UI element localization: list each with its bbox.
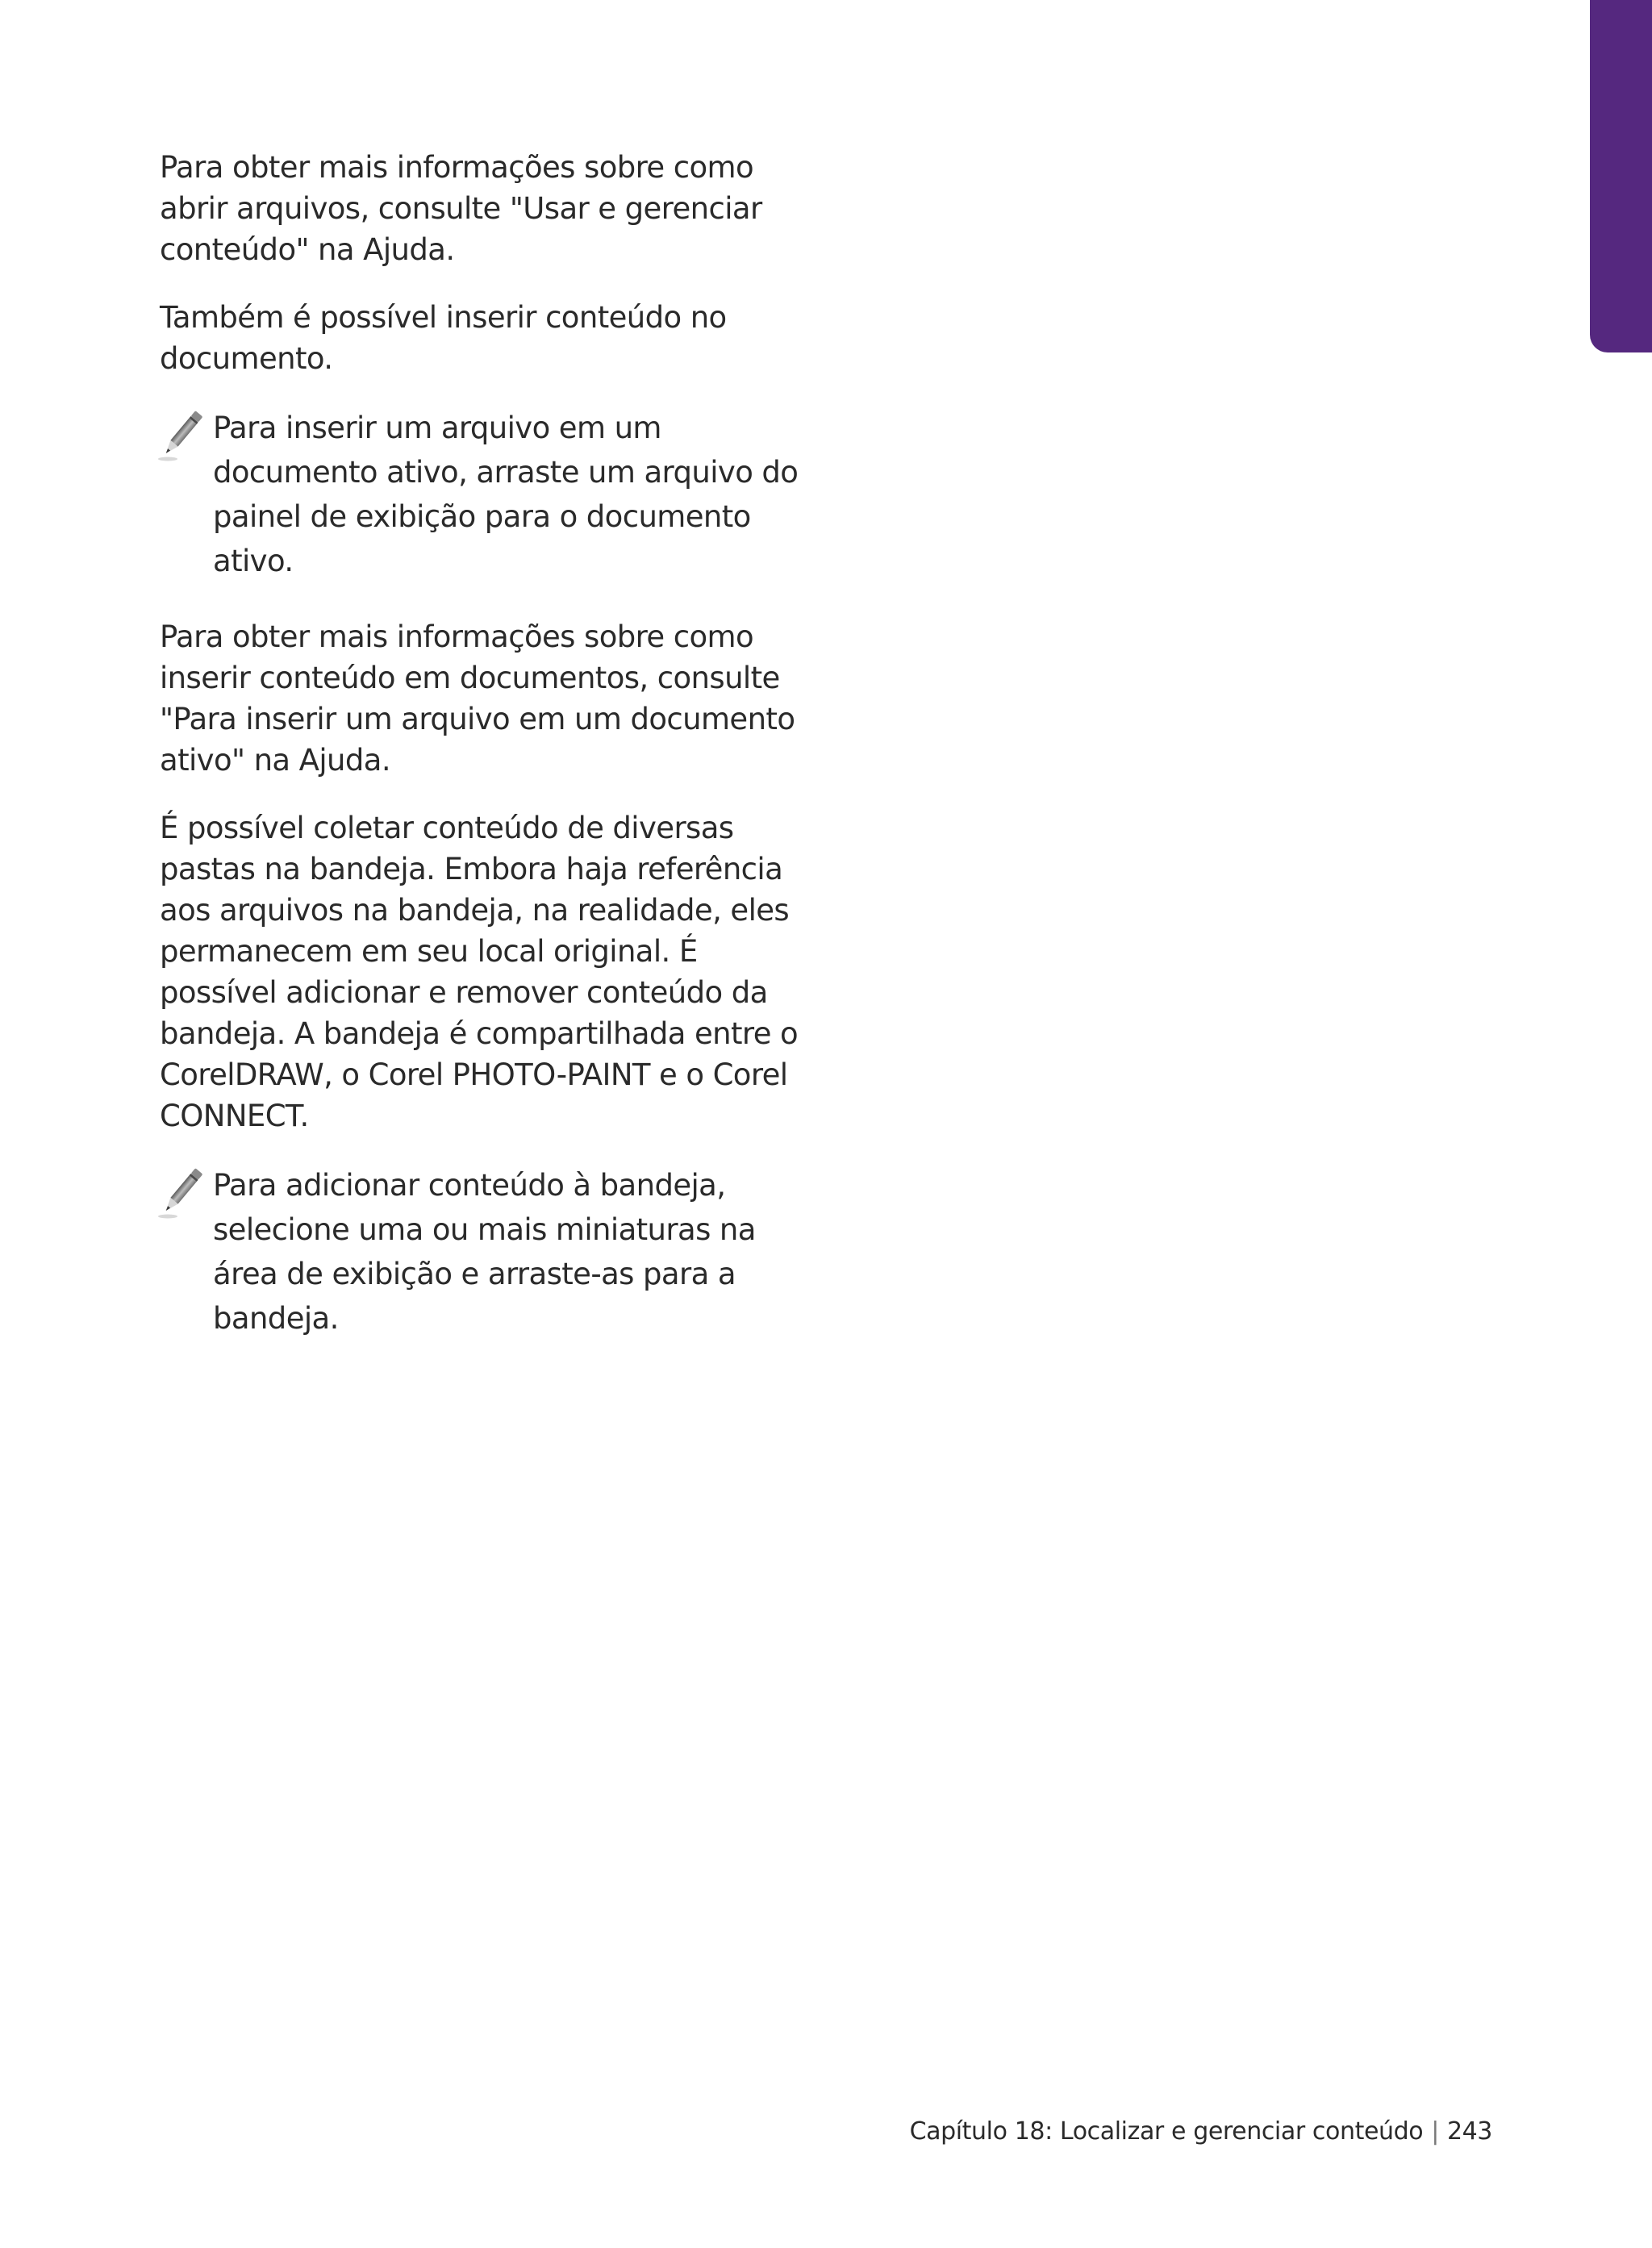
page-body (160, 147, 805, 1374)
note-add-to-tray-text: Para adicionar conteúdo à bandeja, selecione uma ou mais miniaturas na área de exibição e arraste-as para a bandeja. (213, 1168, 756, 1336)
page-footer (910, 2115, 1492, 2149)
paragraph-tray-description: É possível coletar conteúdo de diversas pastas na bandeja. Embora haja referência aos arquivos na bandeja, na realidade, eles permanecem em seu local original. É possível adicionar e remover conteúdo da bandeja. A bandeja é compartilhada entre o CorelDRAW, o Corel PHOTO-PAINT e o Corel CONNECT. (160, 811, 799, 1133)
paragraph-open-files-info: Para obter mais informações sobre como abrir arquivos, consulte "Usar e gerenciar conteúdo" na Ajuda. (160, 150, 762, 267)
paragraph-insert-content: Também é possível inserir conteúdo no documento. (160, 300, 727, 376)
chapter-tab-marker (1590, 0, 1652, 352)
footer-separator: | (1431, 2117, 1439, 2146)
pencil-icon (156, 1163, 206, 1221)
note-insert-file (160, 406, 805, 583)
paragraph-insert-docs-info: Para obter mais informações sobre como inserir conteúdo em documentos, consulte "Para inserir um arquivo em um documento ativo" na Ajuda. (160, 619, 795, 778)
note-insert-file-text: Para inserir um arquivo em um documento ativo, arraste um arquivo do painel de exibição para o documento ativo. (213, 411, 799, 578)
note-add-to-tray (160, 1163, 805, 1341)
footer-chapter-title: Capítulo 18: Localizar e gerenciar conteúdo (909, 2117, 1424, 2146)
pencil-icon (156, 406, 206, 464)
footer-page-number: 243 (1446, 2117, 1492, 2146)
